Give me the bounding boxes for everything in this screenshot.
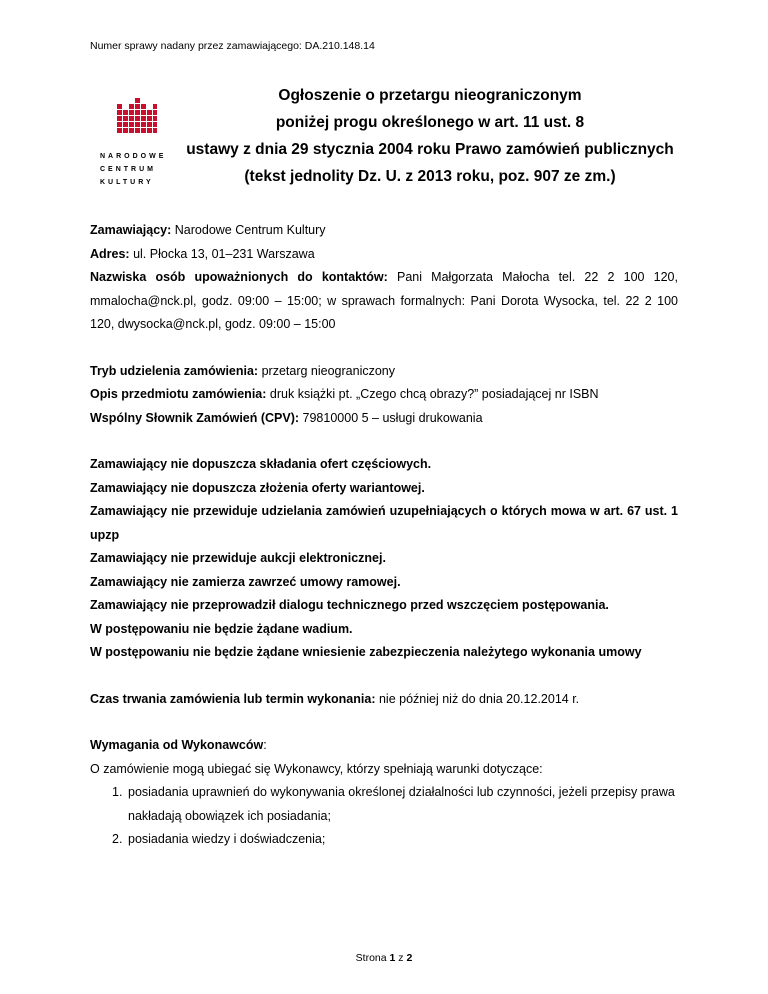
condition-3: Zamawiający nie przewiduje udzielania zamówień uzupełniających o których mowa w art. 67 ust. 1 upzp: [90, 504, 678, 542]
logo-line-3: KULTURY: [100, 179, 154, 186]
title-line-3: ustawy z dnia 29 stycznia 2004 roku Prawo zamówień publicznych: [186, 141, 674, 158]
condition-5: Zamawiający nie zamierza zawrzeć umowy ramowej.: [90, 574, 401, 589]
requirements-heading-text: Wymagania od Wykonawców: [90, 738, 264, 752]
list-item: [90, 828, 678, 852]
title-line-1: Ogłoszenie o przetargu nieograniczonym: [278, 87, 582, 104]
logo-line-1: NARODOWE: [100, 153, 167, 160]
footer-separator: z: [398, 952, 404, 964]
nck-logo: [100, 98, 180, 189]
condition-6: Zamawiający nie przeprowadził dialogu technicznego przed wszczęciem postępowania.: [90, 598, 609, 612]
logo-line-2: CENTRUM: [100, 166, 156, 173]
contact-persons-row: [90, 266, 678, 337]
mode-row: [90, 360, 678, 384]
list-item-text: posiadania wiedzy i doświadczenia;: [128, 832, 326, 846]
page-footer: [0, 952, 768, 964]
condition-1: Zamawiający nie dopuszcza składania ofert częściowych.: [90, 457, 432, 471]
list-item-number: 1.: [112, 785, 123, 799]
mode-value: przetarg nieograniczony: [261, 363, 396, 378]
cpv-row: [90, 407, 678, 431]
condition-2: Zamawiający nie dopuszcza złożenia oferty wariantowej.: [90, 480, 425, 495]
condition-4: Zamawiający nie przewiduje aukcji elektronicznej.: [90, 551, 386, 565]
contact-persons-value: Pani Małgorzata Małocha tel. 22 2 100 120, mmalocha@nck.pl, godz. 09:00 – 15:00; w sprawach formalnych: Pani Dorota Wysocka, tel. 22 2 100 120, dwysocka@nck.pl, godz. 09:00 – 15:00: [90, 270, 678, 331]
orderer-value: Narodowe Centrum Kultury: [174, 223, 326, 237]
deadline-value: nie później niż do dnia 20.12.2014 r.: [378, 691, 580, 706]
footer-prefix: Strona: [355, 952, 387, 964]
crown-icon: [117, 98, 157, 138]
list-item-text: posiadania uprawnień do wykonywania określonej działalności lub czynności, jeżeli przepisy prawa nakładają obowiązek ich posiadania;: [128, 785, 675, 823]
deadline-row: [90, 688, 678, 712]
announcement-title: [185, 82, 675, 190]
document-body: [90, 219, 678, 852]
deadline-label: Czas trwania zamówienia lub termin wykonania:: [90, 691, 376, 706]
case-number: Numer sprawy nadany przez zamawiającego: DA.210.148.14: [90, 40, 375, 52]
address-label: Adres:: [90, 246, 130, 261]
subject-value: druk książki pt. „Czego chcą obrazy?” posiadającej nr ISBN: [269, 387, 599, 401]
list-item: [90, 781, 678, 828]
footer-current-page: 1: [389, 952, 396, 964]
cpv-value: 79810000 5 – usługi drukowania: [302, 410, 483, 425]
mode-label: Tryb udzielenia zamówienia:: [90, 363, 259, 378]
address-value: ul. Płocka 13, 01–231 Warszawa: [133, 246, 315, 261]
requirements-heading-suffix: :: [263, 738, 267, 752]
title-line-4: (tekst jednolity Dz. U. z 2013 roku, poz. 907 ze zm.): [244, 168, 616, 185]
subject-row: [90, 383, 678, 407]
orderer-row: [90, 219, 678, 243]
condition-7: W postępowaniu nie będzie żądane wadium.: [90, 621, 353, 636]
orderer-label: Zamawiający:: [90, 223, 172, 237]
requirements-list: [90, 781, 678, 852]
condition-8: W postępowaniu nie będzie żądane wniesienie zabezpieczenia należytego wykonania umowy: [90, 645, 642, 659]
contact-persons-label: Nazwiska osób upoważnionych do kontaktów:: [90, 270, 388, 284]
cpv-label: Wspólny Słownik Zamówień (CPV):: [90, 410, 300, 425]
requirements-intro: O zamówienie mogą ubiegać się Wykonawcy, którzy spełniają warunki dotyczące:: [90, 761, 543, 776]
subject-label: Opis przedmiotu zamówienia:: [90, 387, 267, 401]
title-line-2: poniżej progu określonego w art. 11 ust. 8: [275, 114, 585, 131]
footer-total-pages: 2: [406, 952, 413, 964]
list-item-number: 2.: [112, 832, 123, 846]
requirements-heading: [90, 734, 678, 758]
address-row: [90, 243, 678, 267]
